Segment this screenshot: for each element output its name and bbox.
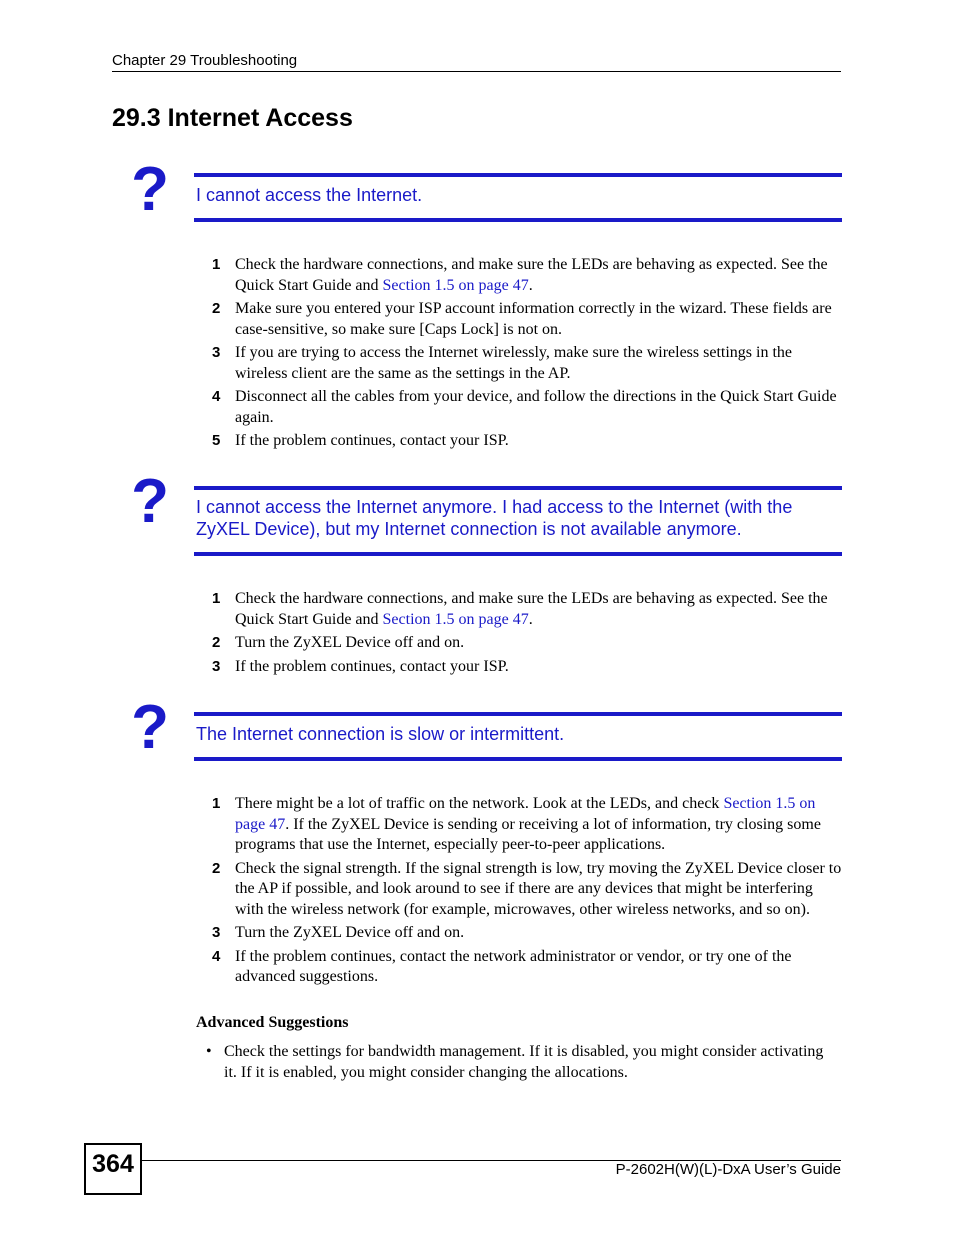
list-item <box>212 431 842 452</box>
list-item <box>212 343 842 384</box>
step-number: 2 <box>212 300 221 317</box>
question-bottom-rule <box>194 218 842 222</box>
advanced-suggestions-heading: Advanced Suggestions <box>196 1014 349 1031</box>
bullet-list <box>206 1042 836 1083</box>
step-text: If the problem continues, contact the network administrator or vendor, or try one of the advanced suggestions. <box>235 947 792 985</box>
question-mark-icon <box>128 160 172 216</box>
step-number: 1 <box>212 256 221 273</box>
list-item <box>212 633 842 654</box>
svg-text:?: ? <box>131 698 169 754</box>
list-item <box>212 657 842 678</box>
question-text: I cannot access the Internet. <box>196 185 423 205</box>
list-item <box>212 859 842 921</box>
step-number: 5 <box>212 432 221 449</box>
header-divider <box>112 71 841 72</box>
step-number: 4 <box>212 388 221 405</box>
section-heading: 29.3 Internet Access <box>112 104 353 132</box>
question-mark-icon <box>128 472 172 528</box>
question-bottom-rule <box>194 552 842 556</box>
step-text: Check the hardware connections, and make sure the LEDs are behaving as expected. See the Quick Start Guide and <box>235 590 828 628</box>
question-top-rule <box>194 486 842 490</box>
step-text: Turn the ZyXEL Device off and on. <box>235 924 465 941</box>
question-text: The Internet connection is slow or intermittent. <box>196 724 565 744</box>
section-link[interactable]: Section 1.5 on page 47 <box>382 610 529 628</box>
step-text: Check the hardware connections, and make sure the LEDs are behaving as expected. See the Quick Start Guide and <box>235 256 828 294</box>
section-link[interactable]: Section 1.5 on page 47 <box>235 795 816 833</box>
svg-text:?: ? <box>131 472 169 528</box>
step-text: If you are trying to access the Internet wirelessly, make sure the wireless settings in the wireless client are the same as the settings in the AP. <box>235 344 793 382</box>
step-text: There might be a lot of traffic on the network. Look at the LEDs, and check <box>235 795 724 812</box>
list-item <box>212 387 842 428</box>
steps-list <box>212 255 842 455</box>
list-item <box>212 947 842 988</box>
svg-text:?: ? <box>131 160 169 216</box>
step-text: If the problem continues, contact your ISP. <box>235 432 509 449</box>
step-text-end: . <box>528 610 533 628</box>
step-text: Check the signal strength. If the signal strength is low, try moving the ZyXEL Device closer to the AP if possible, and look around to see if there are any devices that might be interfering with the wireless network (for example, microwaves, other wireless networks, and so on). <box>235 859 842 918</box>
list-item <box>212 589 842 630</box>
step-number: 3 <box>212 344 221 361</box>
step-text: Make sure you entered your ISP account information correctly in the wizard. These fields are case-sensitive, so make sure [Caps Lock] is not on. <box>235 300 832 338</box>
question-mark-icon <box>128 698 172 754</box>
step-number: 3 <box>212 657 221 675</box>
step-text-end: . If the ZyXEL Device is sending or receiving a lot of information, try closing some programs that use the Internet, especially peer-to-peer applications. <box>235 815 821 853</box>
question-text: I cannot access the Internet anymore. I had access to the Internet (with the ZyXEL Device), but my Internet connection is not available anymore. <box>196 497 793 539</box>
step-text: Disconnect all the cables from your device, and follow the directions in the Quick Start Guide again. <box>235 388 837 426</box>
bullet-text: Check the settings for bandwidth management. If it is disabled, you might consider activating it. If it is enabled, you might consider changing the allocations. <box>224 1043 824 1081</box>
list-item <box>212 794 842 856</box>
list-item <box>212 255 842 296</box>
step-text: Turn the ZyXEL Device off and on. <box>235 634 465 651</box>
steps-list <box>212 794 842 991</box>
list-item <box>212 923 842 944</box>
step-text-end: . <box>528 276 533 294</box>
list-item <box>212 299 842 340</box>
guide-title: P-2602H(W)(L)-DxA User’s Guide <box>615 1161 841 1178</box>
question-top-rule <box>194 712 842 716</box>
step-number: 2 <box>212 634 221 651</box>
running-header: Chapter 29 Troubleshooting <box>112 52 298 69</box>
list-item <box>206 1042 836 1083</box>
step-text: If the problem continues, contact your ISP. <box>235 657 509 675</box>
page-number: 364 <box>92 1150 134 1178</box>
step-number: 4 <box>212 947 221 965</box>
step-number: 2 <box>212 859 221 877</box>
steps-list <box>212 589 842 680</box>
step-number: 3 <box>212 924 221 941</box>
question-bottom-rule <box>194 757 842 761</box>
question-top-rule <box>194 173 842 177</box>
bullet-mark: • <box>206 1043 212 1060</box>
step-number: 1 <box>212 795 221 812</box>
step-number: 1 <box>212 590 221 607</box>
section-link[interactable]: Section 1.5 on page 47 <box>382 276 529 294</box>
